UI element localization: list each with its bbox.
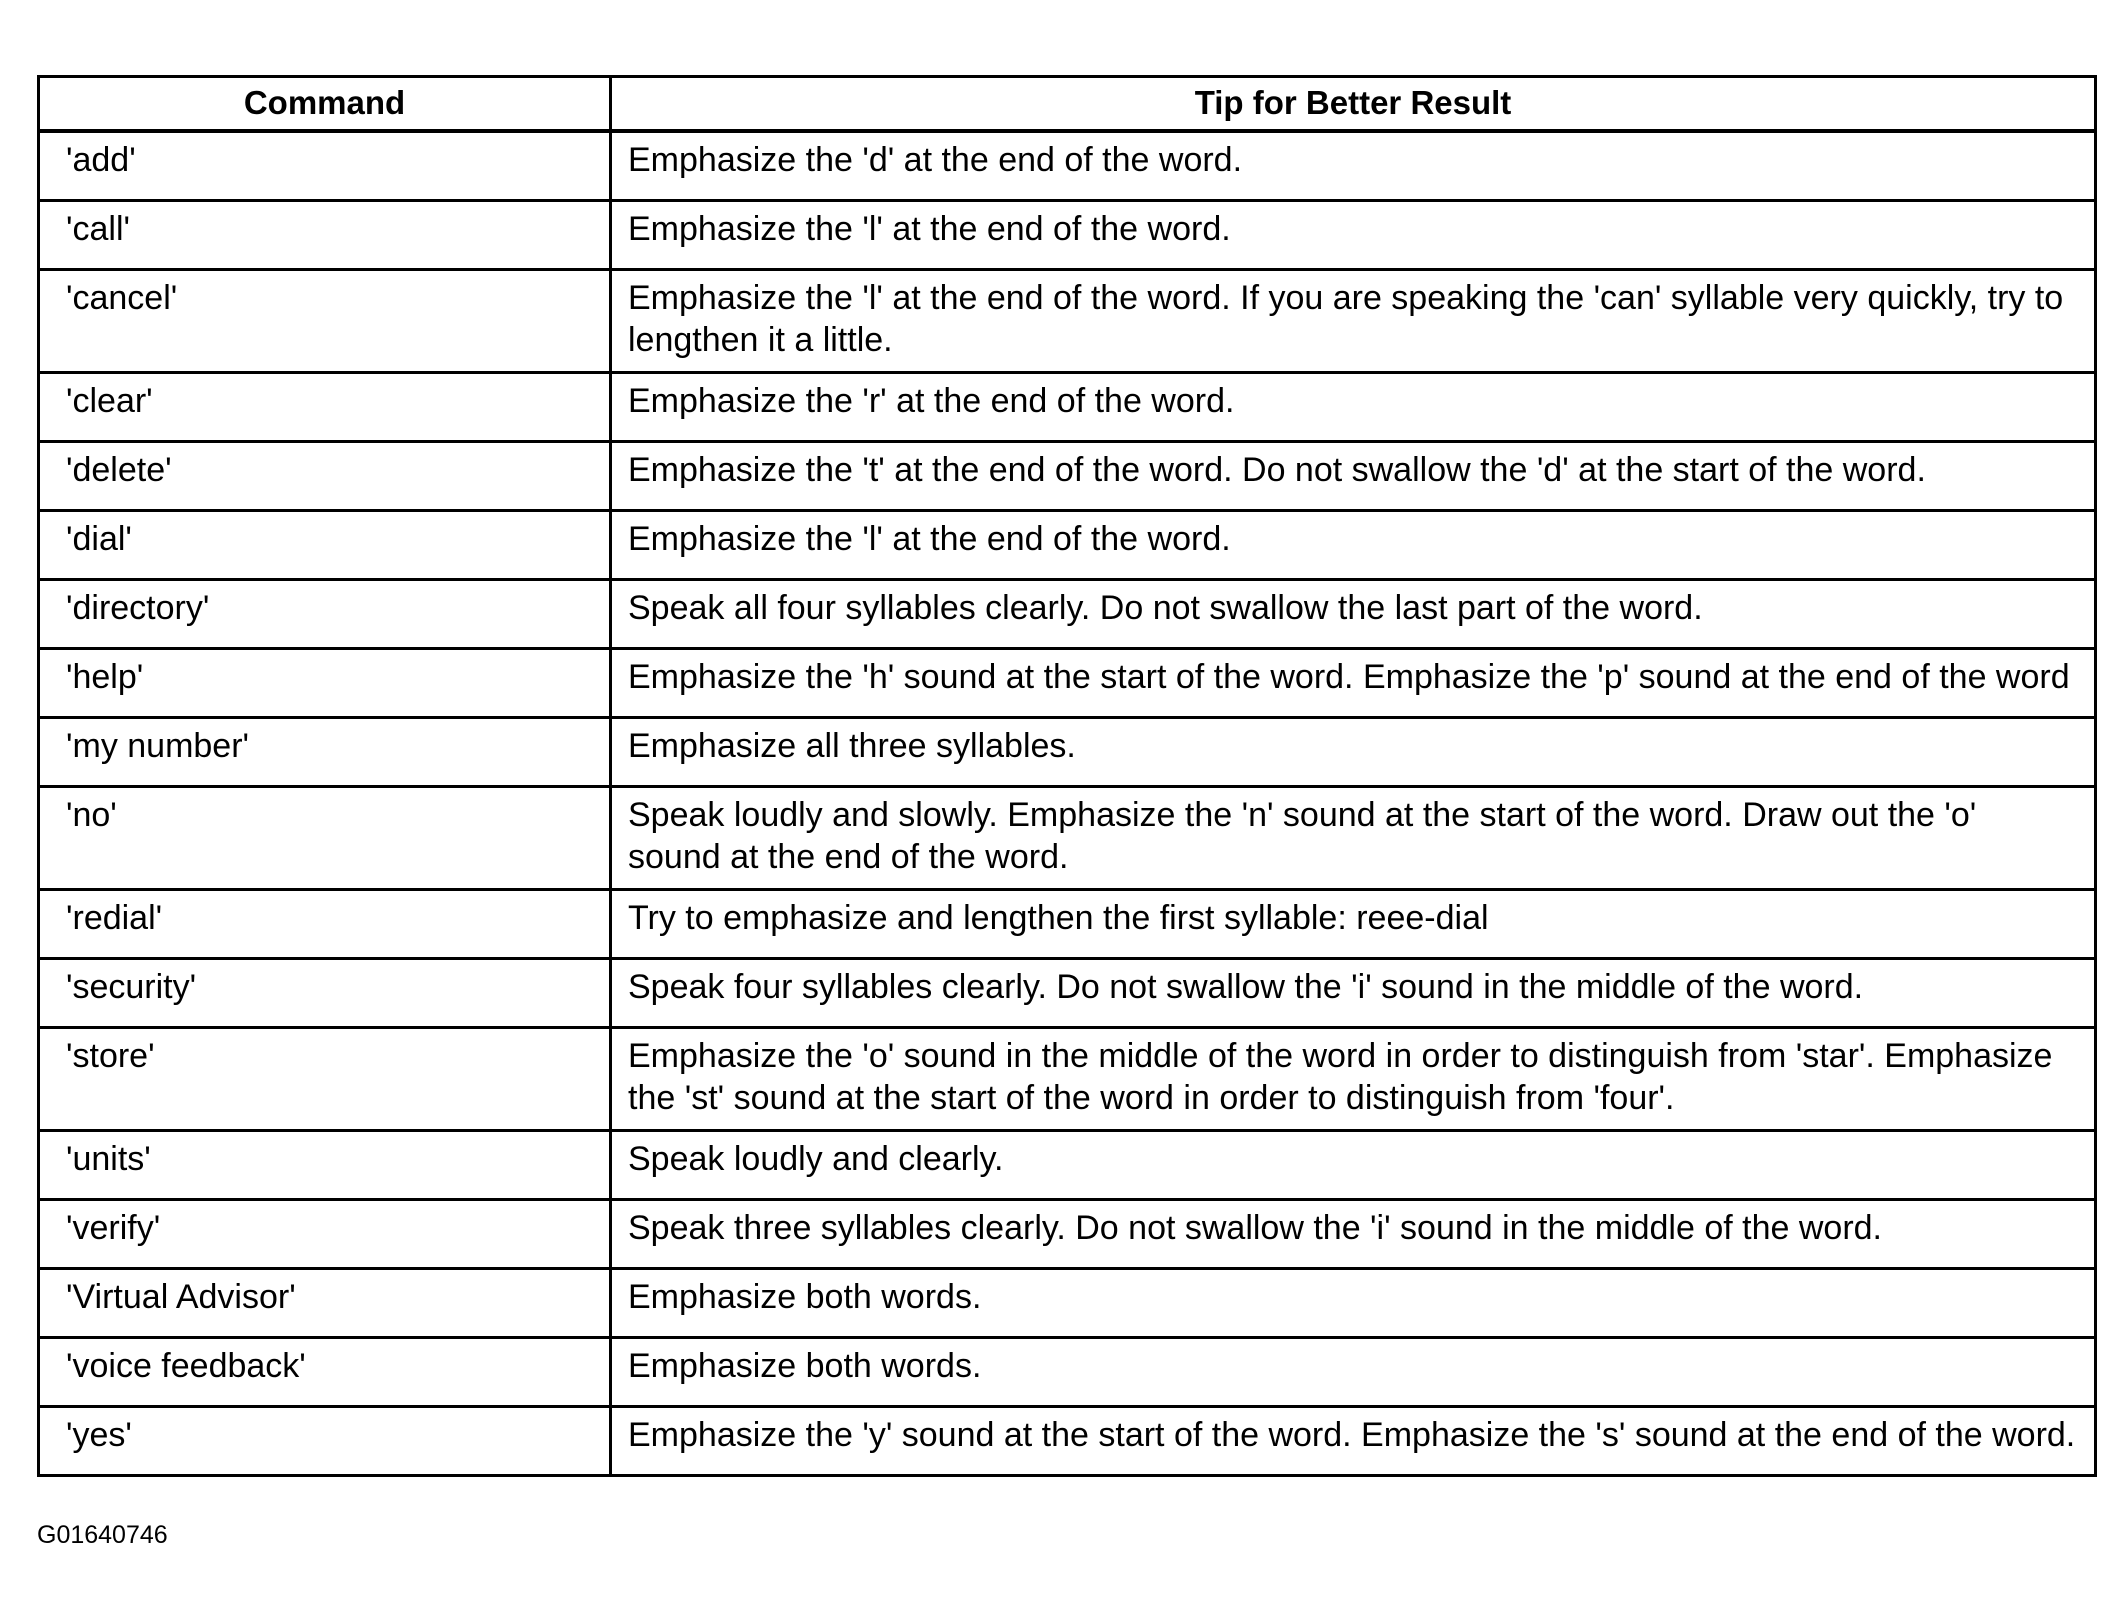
tip-cell: Speak loudly and clearly.	[611, 1131, 2096, 1200]
command-cell: 'store'	[39, 1028, 611, 1131]
tip-cell: Emphasize both words.	[611, 1269, 2096, 1338]
tip-cell: Emphasize both words.	[611, 1338, 2096, 1407]
command-cell: 'voice feedback'	[39, 1338, 611, 1407]
tip-cell: Speak all four syllables clearly. Do not swallow the last part of the word.	[611, 580, 2096, 649]
table-row	[39, 1131, 2096, 1200]
table-row	[39, 580, 2096, 649]
table-row	[39, 511, 2096, 580]
tip-cell: Emphasize the 'l' at the end of the word.	[611, 511, 2096, 580]
command-cell: 'delete'	[39, 442, 611, 511]
table-header	[39, 77, 2096, 132]
voice-command-table	[37, 75, 2097, 1477]
table-row	[39, 787, 2096, 890]
table-row	[39, 270, 2096, 373]
table-row	[39, 131, 2096, 201]
table-row	[39, 890, 2096, 959]
tip-cell: Speak four syllables clearly. Do not swallow the 'i' sound in the middle of the word.	[611, 959, 2096, 1028]
table-row	[39, 201, 2096, 270]
table-row	[39, 1200, 2096, 1269]
header-row	[39, 77, 2096, 132]
command-cell: 'redial'	[39, 890, 611, 959]
table-row	[39, 718, 2096, 787]
tip-cell: Emphasize the 'r' at the end of the word.	[611, 373, 2096, 442]
tip-cell: Speak three syllables clearly. Do not swallow the 'i' sound in the middle of the word.	[611, 1200, 2096, 1269]
table-row	[39, 1028, 2096, 1131]
command-cell: 'my number'	[39, 718, 611, 787]
tip-cell: Emphasize the 'd' at the end of the word.	[611, 131, 2096, 201]
command-cell: 'call'	[39, 201, 611, 270]
tip-cell: Emphasize the 't' at the end of the word. Do not swallow the 'd' at the start of the word.	[611, 442, 2096, 511]
tip-cell: Emphasize the 'l' at the end of the word. If you are speaking the 'can' syllable very quickly, try to lengthen it a little.	[611, 270, 2096, 373]
table-body	[39, 131, 2096, 1476]
table-row	[39, 649, 2096, 718]
tip-cell: Emphasize the 'o' sound in the middle of the word in order to distinguish from 'star'. Emphasize the 'st' sound at the start of the word in order to distinguish from 'four'.	[611, 1028, 2096, 1131]
header-command: Command	[39, 77, 611, 132]
command-cell: 'Virtual Advisor'	[39, 1269, 611, 1338]
header-tip: Tip for Better Result	[611, 77, 2096, 132]
tip-cell: Emphasize the 'h' sound at the start of the word. Emphasize the 'p' sound at the end of the word	[611, 649, 2096, 718]
tip-cell: Emphasize the 'l' at the end of the word.	[611, 201, 2096, 270]
command-cell: 'directory'	[39, 580, 611, 649]
command-cell: 'add'	[39, 131, 611, 201]
table-row	[39, 959, 2096, 1028]
command-cell: 'clear'	[39, 373, 611, 442]
table-row	[39, 442, 2096, 511]
command-cell: 'help'	[39, 649, 611, 718]
tip-cell: Speak loudly and slowly. Emphasize the 'n' sound at the start of the word. Draw out the 'o' sound at the end of the word.	[611, 787, 2096, 890]
table-row	[39, 1269, 2096, 1338]
table-row	[39, 373, 2096, 442]
command-cell: 'cancel'	[39, 270, 611, 373]
command-cell: 'dial'	[39, 511, 611, 580]
command-cell: 'security'	[39, 959, 611, 1028]
command-cell: 'verify'	[39, 1200, 611, 1269]
command-cell: 'no'	[39, 787, 611, 890]
tip-cell: Emphasize all three syllables.	[611, 718, 2096, 787]
table-row	[39, 1338, 2096, 1407]
figure-id: G01640746	[37, 1521, 168, 1549]
tip-cell: Emphasize the 'y' sound at the start of the word. Emphasize the 's' sound at the end of the word.	[611, 1407, 2096, 1476]
tip-cell: Try to emphasize and lengthen the first syllable: reee-dial	[611, 890, 2096, 959]
table-row	[39, 1407, 2096, 1476]
command-cell: 'yes'	[39, 1407, 611, 1476]
command-cell: 'units'	[39, 1131, 611, 1200]
